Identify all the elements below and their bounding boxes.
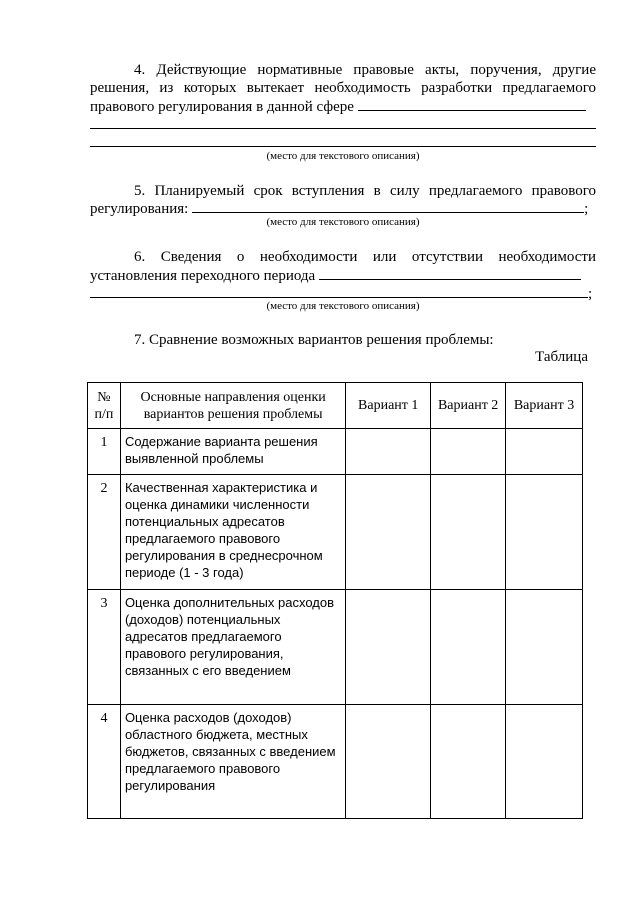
row-number: 1 <box>88 429 121 475</box>
header-variant-2: Вариант 2 <box>431 383 506 429</box>
section4-caption: (место для текстового описания) <box>266 150 420 162</box>
header-direction: Основные направления оценки вариантов решения проблемы <box>120 383 345 429</box>
table-row <box>88 590 583 705</box>
variant-2-cell[interactable] <box>431 590 506 705</box>
section7-heading: 7. Сравнение возможных вариантов решения проблемы: <box>134 332 494 348</box>
table-row <box>88 705 583 819</box>
section4-line1: 4. Действующие нормативные правовые акты, поручения, другие <box>134 62 596 78</box>
header-num: № п/п <box>88 383 121 429</box>
variant-2-cell[interactable] <box>431 475 506 590</box>
variant-1-cell[interactable] <box>346 705 431 819</box>
section5-line1: 5. Планируемый срок вступления в силу предлагаемого правового <box>134 183 596 199</box>
section5-line2-text: регулирования: <box>90 201 189 217</box>
section5-caption: (место для текстового описания) <box>266 216 420 228</box>
row-number: 2 <box>88 475 121 590</box>
variant-1-cell[interactable] <box>346 429 431 475</box>
row-description: Качественная характеристика и оценка динамики численности потенциальных адресатов предлагаемого правового регулирования в среднесрочном периоде (1 - 3 года) <box>120 475 345 590</box>
row-description: Содержание варианта решения выявленной проблемы <box>120 429 345 475</box>
variant-2-cell[interactable] <box>431 705 506 819</box>
section6-end: ; <box>588 286 593 302</box>
variant-3-cell[interactable] <box>506 705 583 819</box>
table-row <box>88 475 583 590</box>
section6-line1: 6. Сведения о необходимости или отсутствии необходимости <box>134 249 596 265</box>
section6-fill-field[interactable] <box>319 266 581 280</box>
table-header-row <box>88 383 583 429</box>
section6-line2-text: установления переходного периода <box>90 268 316 284</box>
table-label: Таблица <box>535 349 588 365</box>
section4-fill-field[interactable] <box>358 97 586 111</box>
row-description: Оценка расходов (доходов) областного бюджета, местных бюджетов, связанных с введением предлагаемого правового регулирования <box>120 705 345 819</box>
section4-fill-line[interactable] <box>90 128 596 129</box>
row-number: 3 <box>88 590 121 705</box>
row-number: 4 <box>88 705 121 819</box>
variant-3-cell[interactable] <box>506 429 583 475</box>
header-variant-1: Вариант 1 <box>346 383 431 429</box>
section4-fill-line[interactable] <box>90 146 596 147</box>
section4-line2: решения, из которых вытекает необходимость разработки предлагаемого <box>90 80 596 96</box>
table-row <box>88 429 583 475</box>
section4-line3 <box>90 97 596 115</box>
comparison-table <box>87 382 583 819</box>
variant-1-cell[interactable] <box>346 590 431 705</box>
section6-fill-field-2[interactable] <box>90 284 588 298</box>
section5-fill-field[interactable] <box>192 199 584 213</box>
variant-2-cell[interactable] <box>431 429 506 475</box>
section4-line3-text: правового регулирования в данной сфере <box>90 99 354 115</box>
section5-line2 <box>90 199 596 217</box>
row-description: Оценка дополнительных расходов (доходов) потенциальных адресатов предлагаемого правового регулирования, связанных с его введением <box>120 590 345 705</box>
section6-line2 <box>90 266 596 284</box>
variant-1-cell[interactable] <box>346 475 431 590</box>
variant-3-cell[interactable] <box>506 590 583 705</box>
header-variant-3: Вариант 3 <box>506 383 583 429</box>
variant-3-cell[interactable] <box>506 475 583 590</box>
section5-end: ; <box>584 201 589 217</box>
section6-caption: (место для текстового описания) <box>266 300 420 312</box>
